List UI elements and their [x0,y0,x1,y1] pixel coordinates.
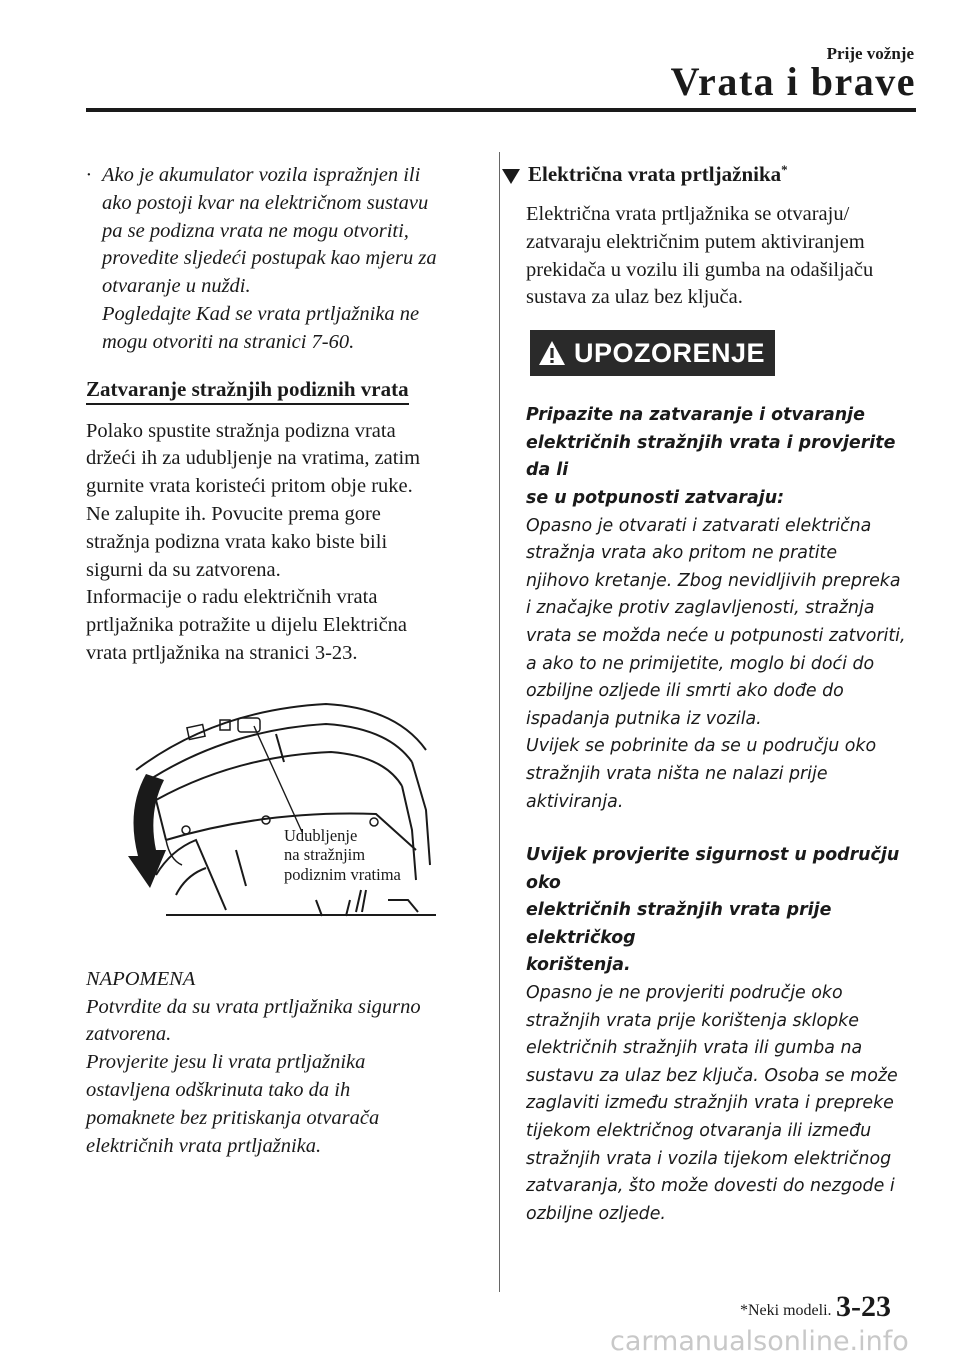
bullet-line: provedite sljedeći postupak kao mjeru za [102,247,437,270]
note-line: električnih vrata prtljažnika. [86,1134,322,1157]
body-line: Polako spustite stražnja podizna vrata [86,419,396,442]
intro-line: sustava za ulaz bez ključa. [526,286,743,309]
warning-line: a ako to ne primijetite, moglo bi doći do [526,653,875,674]
warning-badge: UPOZORENJE [530,330,775,376]
warning-line: stražnjih vrata ništa ne nalazi prije [526,763,828,784]
warning-bold-line: se u potpunosti zatvaraju: [526,487,785,508]
body-line: Ne zalupite ih. Povucite prema gore [86,502,381,525]
warning-line: i značajke protiv zaglavljenosti, stražnja [526,598,875,619]
warning-line: aktiviranja. [526,791,624,812]
warning-text [526,402,918,1228]
note-line: zatvorena. [86,1023,172,1046]
watermark: carmanualsonline.info [610,1326,909,1357]
warning-line: vrata se možda neće u potpunosti zatvoriti, [526,625,906,646]
warning-icon [538,340,566,366]
note-block [86,966,476,1161]
warning-line: zaglaviti između stražnjih vrata i prepreke [526,1093,894,1114]
body-text [86,418,476,668]
footer-note: *Neki modeli. [740,1302,832,1319]
right-column [526,162,918,1228]
warning-bold-line: Uvijek provjerite sigurnost u području oko [526,845,900,893]
left-column [86,162,476,1160]
warning-line: tijekom električnog otvaranja ili između [526,1121,872,1142]
section-heading: Električna vrata prtljažnika * [502,162,918,187]
subheading: Zatvaranje stražnjih podiznih vrata [86,377,476,402]
bullet-line: ako postoji kvar na električnom sustavu [102,191,429,214]
warning-line: zatvaranja, što može dovesti do nezgode i [526,1176,895,1197]
callout-label [284,826,401,885]
body-line: gurnite vrata koristeći pritom obje ruke. [86,475,413,498]
warning-gap [526,816,918,842]
header-section: Prije vožnje [826,44,914,63]
warning-bold-line: električnih stražnjih vrata prije električkog [526,900,832,948]
bullet-line: Ako je akumulator vozila ispražnjen ili [102,164,421,186]
liftgate-illustration [126,690,446,930]
intro-text [526,201,918,312]
triangle-down-icon [502,169,520,184]
warning-line: Opasno je ne provjeriti područje oko [526,983,843,1004]
warning-line: ozbiljne ozljede. [526,1203,666,1224]
intro-line: prekidača u vozilu ili gumba na odašiljaču [526,258,874,281]
warning-line: stražnjih vrata prije korištenja sklopke [526,1010,859,1031]
note-line: pomaknete bez pritiskanja otvarača [86,1106,380,1129]
warning-line: stražnjih vrata i vozila tijekom električnog [526,1148,892,1169]
bullet-line: otvaranje u nuždi. [102,275,251,298]
bullet-dot-icon: · [86,164,92,186]
note-line: ostavljena odškrinuta tako da ih [86,1078,351,1101]
bullet-line: Pogledajte Kad se vrata prtljažnika ne [102,302,420,325]
intro-line: zatvaraju električnim putem aktiviranjem [526,230,865,253]
note-line: NAPOMENA [86,967,196,990]
warning-bold-line: električnih stražnjih vrata i provjerite da li [526,432,896,481]
body-line: prtljažnika potražite u dijelu Električna [86,614,408,637]
warning-line: ispadanja putnika iz vozila. [526,708,762,729]
warning-bold-line: korištenja. [526,955,631,976]
body-line: vrata prtljažnika na stranici 3-23. [86,641,358,664]
liftgate-drawing [126,690,446,930]
header-chapter: Vrata i brave [670,59,916,104]
note-line: Provjerite jesu li vrata prtljažnika [86,1051,366,1074]
warning-line: njihovo kretanje. Zbog nevidljivih prepreka [526,570,901,591]
callout-line: Udubljenje [284,825,358,845]
body-line: stražnja podizna vrata kako biste bili [86,530,388,553]
warning-line: stražnja vrata ako pritom ne pratite [526,543,838,564]
callout-line: podiznim vratima [284,864,401,884]
warning-bold-line: Pripazite na zatvaranje i otvaranje [526,405,865,426]
bullet-item [86,162,476,357]
callout-line: na stražnjim [284,845,366,865]
page-number: 3-23 [836,1290,891,1323]
bullet-line: pa se podizna vrata ne mogu otvoriti, [102,219,409,242]
warning-line: Uvijek se pobrinite da se u području oko [526,736,877,757]
warning-line: ozbiljne ozljede ili smrti ako dođe do [526,681,844,702]
column-divider [499,152,500,1292]
warning-line: sustavu za ulaz bez ključa. Osoba se može [526,1065,898,1086]
note-line: Potvrdite da su vrata prtljažnika sigurno [86,995,421,1018]
bullet-line: mogu otvoriti na stranici 7-60. [102,330,355,353]
warning-line: električnih stražnjih vrata ili gumba na [526,1038,863,1059]
intro-line: Električna vrata prtljažnika se otvaraju/ [526,203,850,225]
body-line: držeći ih za udubljenje na vratima, zatim [86,447,421,470]
warning-line: Opasno je otvarati i zatvarati električna [526,515,872,536]
push-down-arrow-icon [128,774,166,888]
header-rule [86,108,916,112]
body-line: sigurni da su zatvorena. [86,558,281,581]
body-line: Informacije o radu električnih vrata [86,586,378,609]
